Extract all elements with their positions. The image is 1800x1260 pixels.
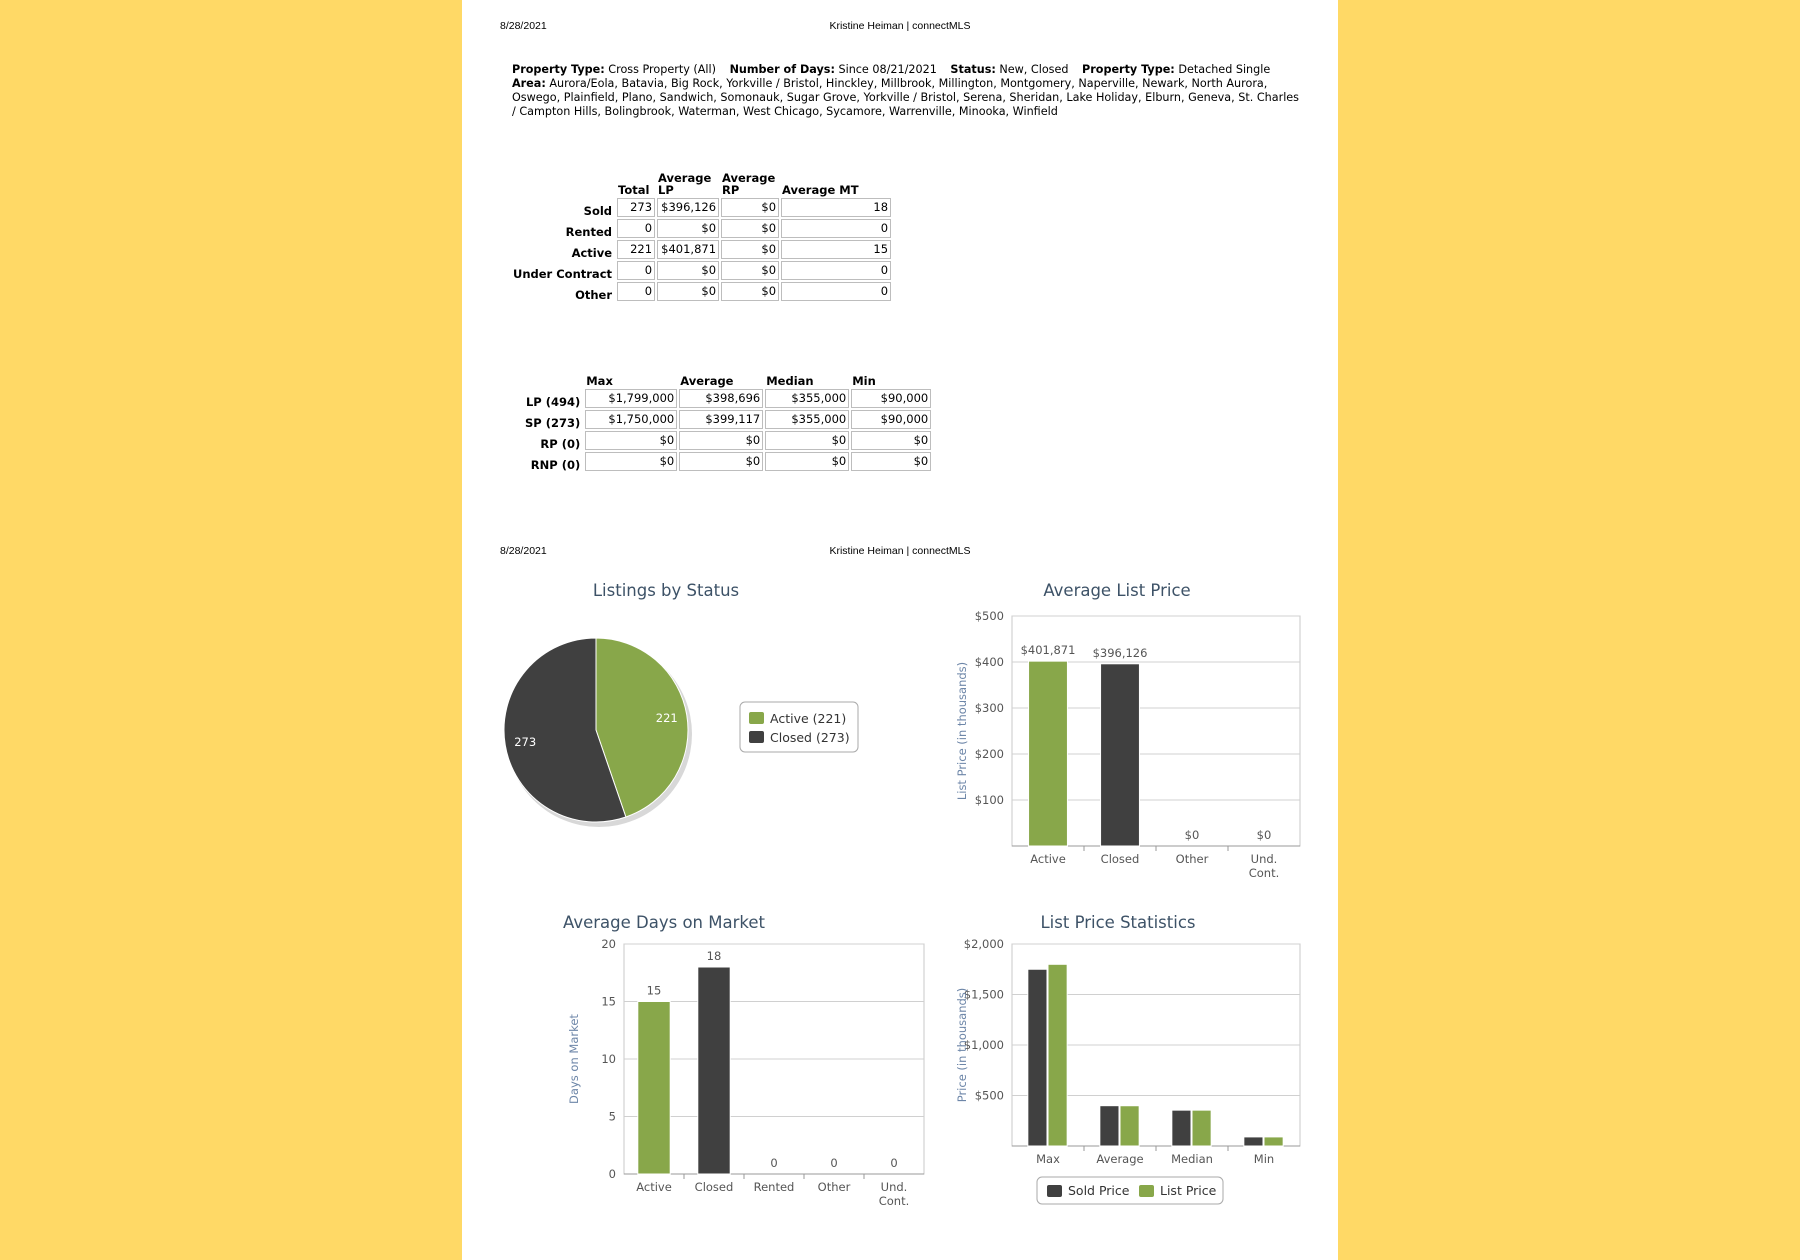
y-axis-label: List Price (in thousands) xyxy=(955,661,969,801)
table-cell: $0 xyxy=(851,452,931,471)
table-cell: 18 xyxy=(781,198,891,217)
bar xyxy=(1101,664,1140,846)
page2-title: Kristine Heiman | connectMLS xyxy=(829,545,971,557)
table-cell: $0 xyxy=(721,198,779,217)
header-avg-rp: Average RP xyxy=(722,171,776,197)
bar xyxy=(1264,1137,1283,1146)
y-axis-label: Days on Market xyxy=(567,1014,581,1104)
row-label: Other xyxy=(575,288,613,302)
table-cell: $0 xyxy=(765,452,849,471)
table-cell: $0 xyxy=(721,240,779,259)
bar-data-label: $0 xyxy=(1256,828,1272,842)
table-cell: 0 xyxy=(781,282,891,301)
legend-swatch xyxy=(1139,1185,1154,1197)
status-summary-table xyxy=(510,170,893,303)
y-tick-label: $100 xyxy=(974,793,1004,807)
x-tick-label: Active xyxy=(1030,852,1066,866)
table-cell: $401,871 xyxy=(657,240,719,259)
bar xyxy=(1192,1110,1211,1146)
table-cell: $355,000 xyxy=(765,389,849,408)
bar xyxy=(1029,661,1068,846)
table-corner xyxy=(524,375,583,387)
search-criteria xyxy=(512,63,1302,119)
x-tick-label: Median xyxy=(1171,1152,1213,1166)
y-tick-label: 20 xyxy=(601,937,616,951)
table-row xyxy=(524,452,931,471)
y-tick-label: $500 xyxy=(974,1088,1004,1103)
chart-title: Average List Price xyxy=(1043,581,1191,600)
y-tick-label: $1,500 xyxy=(963,987,1004,1002)
table-cell: $1,799,000 xyxy=(585,389,677,408)
x-tick-label: Closed xyxy=(1100,852,1140,866)
table-row xyxy=(512,282,891,301)
table-row xyxy=(512,198,891,217)
criteria-days-value: Since 08/21/2021 xyxy=(838,63,937,76)
table-cell: $90,000 xyxy=(851,410,931,429)
legend-label: List Price xyxy=(1160,1183,1217,1198)
legend-swatch xyxy=(749,731,764,743)
table-cell: $0 xyxy=(679,431,763,450)
bar-data-label: 15 xyxy=(646,983,662,998)
table-row xyxy=(524,410,931,429)
criteria-property-type2-label: Property Type: xyxy=(1082,63,1175,76)
x-tick-label: Cont. xyxy=(1248,866,1280,880)
criteria-status-label: Status: xyxy=(950,63,996,76)
y-tick-label: $1,000 xyxy=(963,1038,1004,1052)
x-tick-label: Und. xyxy=(880,1180,908,1194)
header-min: Min xyxy=(852,374,876,388)
y-tick-label: 0 xyxy=(608,1167,616,1181)
table-cell: $0 xyxy=(765,431,849,450)
table-cell: $0 xyxy=(585,431,677,450)
bar xyxy=(1120,1106,1139,1146)
y-tick-label: $2,000 xyxy=(963,937,1004,951)
header-max: Max xyxy=(586,374,613,388)
criteria-days-label: Number of Days: xyxy=(729,63,835,76)
table-cell: $0 xyxy=(657,219,719,238)
row-label: LP (494) xyxy=(525,395,581,409)
y-axis-label: Price (in thousands) xyxy=(955,987,969,1103)
report-page xyxy=(462,0,1338,1260)
page1-title: Kristine Heiman | connectMLS xyxy=(829,20,971,32)
bar xyxy=(1100,1106,1119,1146)
table-row xyxy=(524,431,931,450)
table-cell: 0 xyxy=(781,261,891,280)
legend-swatch xyxy=(749,712,764,724)
table-cell: $0 xyxy=(679,452,763,471)
y-tick-label: $400 xyxy=(974,655,1004,669)
table-cell: 0 xyxy=(617,282,655,301)
table-cell: $0 xyxy=(721,219,779,238)
table-row xyxy=(512,219,891,238)
row-label: SP (273) xyxy=(525,416,581,430)
y-tick-label: 15 xyxy=(601,994,616,1009)
price-stats-table xyxy=(522,373,933,473)
bar-data-label: 0 xyxy=(890,1156,898,1170)
table-cell: $0 xyxy=(851,431,931,450)
bar-data-label: $0 xyxy=(1184,828,1200,842)
y-tick-label: 10 xyxy=(601,1052,616,1066)
average-days-on-market-chart xyxy=(502,900,942,1220)
x-tick-label: Cont. xyxy=(878,1194,910,1208)
table-cell: $355,000 xyxy=(765,410,849,429)
header-average: Average xyxy=(680,374,734,388)
slice-data-label: 273 xyxy=(514,734,537,749)
table-cell: 0 xyxy=(617,219,655,238)
table-cell: 0 xyxy=(781,219,891,238)
chart-title: Listings by Status xyxy=(592,581,740,600)
x-tick-label: Average xyxy=(1096,1152,1144,1166)
x-tick-label: Max xyxy=(1036,1152,1060,1166)
y-tick-label: 5 xyxy=(608,1109,616,1124)
table-cell: $0 xyxy=(585,452,677,471)
table-cell: $0 xyxy=(721,282,779,301)
chart-title: Average Days on Market xyxy=(563,913,765,932)
table-cell: $0 xyxy=(657,282,719,301)
table-cell: $399,117 xyxy=(679,410,763,429)
criteria-status-value: New, Closed xyxy=(999,63,1069,76)
row-label: RNP (0) xyxy=(530,458,581,472)
page1-date: 8/28/2021 xyxy=(500,20,547,32)
table-cell: $90,000 xyxy=(851,389,931,408)
table-cell: 15 xyxy=(781,240,891,259)
x-tick-label: Active xyxy=(636,1180,672,1194)
chart-title: List Price Statistics xyxy=(1040,913,1196,932)
x-tick-label: Closed xyxy=(694,1180,734,1194)
y-tick-label: $300 xyxy=(974,701,1004,715)
header-avg-lp: Average LP xyxy=(658,171,712,197)
table-cell: 273 xyxy=(617,198,655,217)
legend-label: Active (221) xyxy=(770,711,847,726)
table-cell: $0 xyxy=(657,261,719,280)
legend-swatch xyxy=(1047,1185,1062,1197)
bar-data-label: $396,126 xyxy=(1092,645,1148,660)
average-list-price-chart xyxy=(902,570,1322,880)
criteria-property-type-value: Cross Property (All) xyxy=(608,63,716,76)
criteria-area-label: Area: xyxy=(512,77,546,90)
list-price-statistics-chart xyxy=(902,900,1322,1220)
page2-date: 8/28/2021 xyxy=(500,545,547,557)
table-row xyxy=(512,240,891,259)
legend-label: Sold Price xyxy=(1068,1183,1130,1198)
y-tick-label: $500 xyxy=(974,609,1004,623)
x-tick-label: Rented xyxy=(753,1180,795,1194)
row-label: Active xyxy=(571,246,613,260)
table-cell: $1,750,000 xyxy=(585,410,677,429)
row-label: Sold xyxy=(583,204,613,218)
x-tick-label: Und. xyxy=(1250,852,1278,866)
bar xyxy=(1028,969,1047,1146)
bar-data-label: $401,871 xyxy=(1020,643,1076,658)
bar xyxy=(698,967,730,1174)
bar-data-label: 0 xyxy=(830,1156,838,1170)
x-tick-label: Other xyxy=(1175,852,1209,866)
bar xyxy=(1048,964,1067,1146)
x-tick-label: Min xyxy=(1253,1152,1275,1166)
row-label: RP (0) xyxy=(540,437,581,451)
criteria-property-type-label: Property Type: xyxy=(512,63,605,76)
legend-label: Closed (273) xyxy=(770,730,850,745)
header-total: Total xyxy=(618,183,650,197)
x-tick-label: Other xyxy=(817,1180,851,1194)
header-median: Median xyxy=(766,374,814,388)
table-cell: $0 xyxy=(721,261,779,280)
bar xyxy=(638,1002,670,1175)
y-tick-label: $200 xyxy=(974,747,1004,761)
table-cell: 221 xyxy=(617,240,655,259)
bar-data-label: 0 xyxy=(770,1156,778,1170)
table-cell: $398,696 xyxy=(679,389,763,408)
criteria-property-type2-value: Detached Single xyxy=(1178,63,1271,76)
row-label: Rented xyxy=(565,225,613,239)
table-corner xyxy=(512,172,615,196)
listings-by-status-chart xyxy=(500,570,900,850)
header-avg-mt: Average MT xyxy=(782,183,859,197)
bar xyxy=(1244,1137,1263,1146)
table-cell: 0 xyxy=(617,261,655,280)
slice-data-label: 221 xyxy=(655,711,678,726)
criteria-area-value: Aurora/Eola, Batavia, Big Rock, Yorkville / Bristol, Hinckley, Millbrook, Millington, Montgomery, Naperville, Newark, North Aurora, Oswego, Plainfield, Plano, Sandwich, Somonauk, Sugar Grove, Yorkville / Bristol, Serena, Sheridan, Lake Holiday, Elburn, Geneva, St. Charles / Campton Hills, Bolingbrook, Waterman, West Chicago, Sycamore, Warrenville, Minooka, Winfield xyxy=(512,77,1300,118)
table-row xyxy=(512,261,891,280)
row-label: Under Contract xyxy=(513,267,613,281)
table-cell: $396,126 xyxy=(657,198,719,217)
bar xyxy=(1172,1110,1191,1146)
bar-data-label: 18 xyxy=(706,949,722,963)
table-row xyxy=(524,389,931,408)
